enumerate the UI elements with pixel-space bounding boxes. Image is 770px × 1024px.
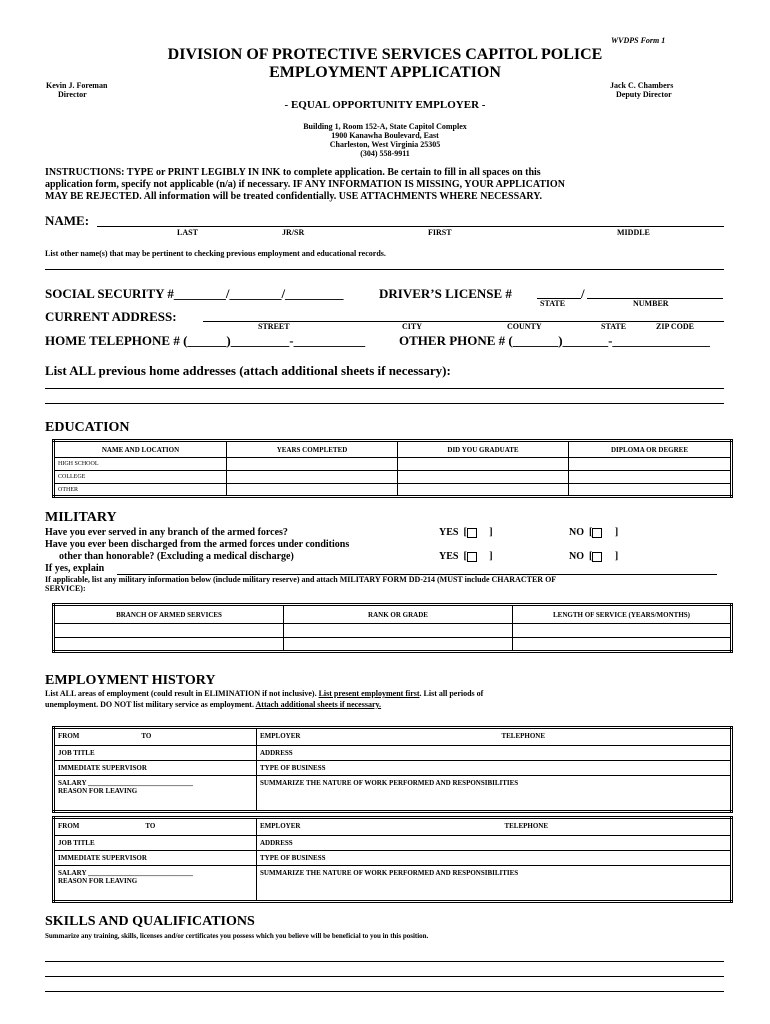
- employment-block-2: [52, 816, 733, 903]
- address-zip-label: ZIP CODE: [656, 322, 695, 331]
- no-label: NO: [569, 551, 584, 562]
- edu-cell[interactable]: [398, 471, 569, 484]
- edu-header-years: YEARS COMPLETED: [227, 441, 398, 458]
- job-title-cell[interactable]: JOB TITLE: [54, 746, 257, 761]
- instructions-line-3: MAY BE REJECTED. All information will be treated confidentially. USE ATTACHMENTS WHERE NECESSARY.: [45, 191, 543, 202]
- mil-row: [54, 638, 732, 652]
- instructions-line-2: application form, specify not applicable (n/a) if necessary. IF ANY INFORMATION IS MISSING, YOUR APPLICATION: [45, 179, 565, 190]
- military-q1: Have you ever served in any branch of the armed forces?: [45, 527, 288, 538]
- military-note-2: SERVICE):: [45, 584, 86, 593]
- q2-yes[interactable]: YES [ ]: [439, 551, 493, 562]
- summary-cell[interactable]: SUMMARIZE THE NATURE OF WORK PERFORMED AND RESPONSIBILITIES: [257, 776, 732, 812]
- name-jrsr-label: JR/SR: [282, 228, 305, 237]
- address-city-label: CITY: [402, 322, 423, 331]
- edu-cell[interactable]: [398, 484, 569, 497]
- skills-heading: SKILLS AND QUALIFICATIONS: [45, 914, 255, 929]
- q2-no[interactable]: NO [ ]: [569, 551, 619, 562]
- edu-header-name: NAME AND LOCATION: [54, 441, 227, 458]
- edu-row-college: [54, 471, 732, 484]
- business-cell[interactable]: TYPE OF BUSINESS: [257, 851, 732, 866]
- title-line-1: DIVISION OF PROTECTIVE SERVICES CAPITOL POLICE: [167, 46, 603, 63]
- name-label: NAME:: [45, 213, 90, 228]
- drivers-license-label: DRIVER’S LICENSE #: [379, 286, 512, 301]
- salary-cell[interactable]: SALARY ______________________________ REASON FOR LEAVING: [54, 866, 257, 902]
- mil-header-length: LENGTH OF SERVICE (YEARS/MONTHS): [513, 605, 732, 624]
- name-first-label: FIRST: [428, 228, 452, 237]
- equal-opportunity: - EQUAL OPPORTUNITY EMPLOYER -: [284, 99, 486, 111]
- dl-slash: /: [581, 286, 585, 301]
- address-line-2: 1900 Kanawha Boulevard, East: [331, 131, 439, 140]
- military-table: [52, 603, 733, 653]
- edu-cell[interactable]: [227, 458, 398, 471]
- employment-intro-1: List ALL areas of employment (could result in ELIMINATION if not inclusive). List present employment first. List all periods of: [45, 689, 484, 698]
- employment-intro-2: unemployment. DO NOT list military service as employment. Attach additional sheets if necessary.: [45, 700, 382, 709]
- form-id: WVDPS Form 1: [611, 36, 666, 45]
- supervisor-cell[interactable]: IMMEDIATE SUPERVISOR: [54, 761, 257, 776]
- previous-addresses-label: List ALL previous home addresses (attach additional sheets if necessary):: [45, 363, 451, 378]
- summary-cell[interactable]: SUMMARIZE THE NATURE OF WORK PERFORMED AND RESPONSIBILITIES: [257, 866, 732, 902]
- deputy-director-title: Deputy Director: [616, 90, 672, 99]
- mil-row: [54, 624, 732, 638]
- military-q2b: other than honorable? (Excluding a medical discharge): [59, 551, 294, 562]
- address-line-3: Charleston, West Virginia 25305: [329, 140, 441, 149]
- business-cell[interactable]: TYPE OF BUSINESS: [257, 761, 732, 776]
- mil-cell[interactable]: [284, 624, 513, 638]
- yes-label: YES: [439, 527, 459, 538]
- edu-row-other: [54, 484, 732, 497]
- director-title: Director: [58, 90, 87, 99]
- mil-header-branch: BRANCH OF ARMED SERVICES: [54, 605, 284, 624]
- other-phone-label[interactable]: OTHER PHONE # (_______)_______-_______________: [399, 333, 710, 348]
- edu-cell[interactable]: [569, 484, 732, 497]
- checkbox-icon[interactable]: [592, 552, 602, 562]
- edu-row-high-school: [54, 458, 732, 471]
- edu-header-diploma: DIPLOMA OR DEGREE: [569, 441, 732, 458]
- ssn-label[interactable]: SOCIAL SECURITY #________/________/_________: [45, 286, 344, 301]
- address-line-1: Building 1, Room 152-A, State Capitol Complex: [303, 122, 467, 131]
- edu-row-label: OTHER: [54, 484, 227, 497]
- edu-cell[interactable]: [569, 471, 732, 484]
- deputy-director-name: Jack C. Chambers: [610, 81, 674, 90]
- education-table: [52, 439, 733, 498]
- military-heading: MILITARY: [45, 510, 117, 525]
- skills-instructions: Summarize any training, skills, licenses and/or certificates you possess which you believe will be beneficial to you in this position.: [45, 932, 429, 940]
- mil-cell[interactable]: [54, 638, 284, 652]
- mil-header-rank: RANK OR GRADE: [284, 605, 513, 624]
- name-middle-label: MIDDLE: [617, 228, 650, 237]
- home-telephone-label[interactable]: HOME TELEPHONE # (______)_________-___________: [45, 333, 366, 348]
- previous-address-line-1[interactable]: [45, 388, 724, 389]
- checkbox-icon[interactable]: [467, 528, 477, 538]
- address-street-label: STREET: [258, 322, 290, 331]
- previous-address-line-2[interactable]: [45, 403, 724, 404]
- dl-state-label: STATE: [540, 299, 566, 308]
- address-line-4: (304) 558-9911: [360, 149, 410, 158]
- address-cell[interactable]: ADDRESS: [257, 746, 732, 761]
- address-cell[interactable]: ADDRESS: [257, 836, 732, 851]
- address-state-label: STATE: [601, 322, 627, 331]
- edu-row-label: COLLEGE: [54, 471, 227, 484]
- edu-cell[interactable]: [569, 458, 732, 471]
- current-address-label: CURRENT ADDRESS:: [45, 309, 177, 324]
- skills-line-1[interactable]: [45, 961, 724, 962]
- checkbox-icon[interactable]: [592, 528, 602, 538]
- supervisor-cell[interactable]: IMMEDIATE SUPERVISOR: [54, 851, 257, 866]
- mil-cell[interactable]: [54, 624, 284, 638]
- no-label: NO: [569, 527, 584, 538]
- skills-line-2[interactable]: [45, 976, 724, 977]
- military-q2a: Have you ever been discharged from the armed forces under conditions: [45, 539, 350, 550]
- job-title-cell[interactable]: JOB TITLE: [54, 836, 257, 851]
- yes-label: YES: [439, 551, 459, 562]
- military-note-1: If applicable, list any military information below (include military reserve) and attach MILITARY FORM DD-214 (MUST include CHARACTER OF: [45, 575, 557, 584]
- education-heading: EDUCATION: [45, 420, 130, 435]
- skills-line-3[interactable]: [45, 991, 724, 992]
- edu-row-label: HIGH SCHOOL: [54, 458, 227, 471]
- other-names-field[interactable]: [45, 269, 724, 270]
- employer-cell[interactable]: EMPLOYER TELEPHONE: [257, 818, 732, 836]
- other-names-label: List other name(s) that may be pertinent to checking previous employment and educational records.: [45, 249, 386, 258]
- dl-number-label: NUMBER: [633, 299, 669, 308]
- checkbox-icon[interactable]: [467, 552, 477, 562]
- mil-cell[interactable]: [284, 638, 513, 652]
- edu-cell[interactable]: [398, 458, 569, 471]
- director-name: Kevin J. Foreman: [46, 81, 108, 90]
- address-county-label: COUNTY: [507, 322, 542, 331]
- q1-yes[interactable]: YES [ ]: [439, 527, 493, 538]
- employer-cell[interactable]: EMPLOYER TELEPHONE: [257, 728, 732, 746]
- title-line-2: EMPLOYMENT APPLICATION: [269, 64, 501, 81]
- employment-heading: EMPLOYMENT HISTORY: [45, 673, 216, 688]
- instructions-line-1: INSTRUCTIONS: TYPE or PRINT LEGIBLY IN INK to complete application. Be certain to fill in all spaces on this: [45, 167, 541, 178]
- edu-cell[interactable]: [227, 484, 398, 497]
- explain-label: If yes, explain: [45, 563, 105, 574]
- from-to-cell[interactable]: FROM TO: [54, 728, 257, 746]
- name-field[interactable]: [97, 226, 724, 227]
- salary-cell[interactable]: SALARY ______________________________ REASON FOR LEAVING: [54, 776, 257, 812]
- employment-block-1: [52, 726, 733, 813]
- edu-cell[interactable]: [227, 471, 398, 484]
- edu-header-graduate: DID YOU GRADUATE: [398, 441, 569, 458]
- mil-cell[interactable]: [513, 624, 732, 638]
- q1-no[interactable]: NO [ ]: [569, 527, 619, 538]
- name-last-label: LAST: [177, 228, 198, 237]
- mil-cell[interactable]: [513, 638, 732, 652]
- from-to-cell[interactable]: FROM TO: [54, 818, 257, 836]
